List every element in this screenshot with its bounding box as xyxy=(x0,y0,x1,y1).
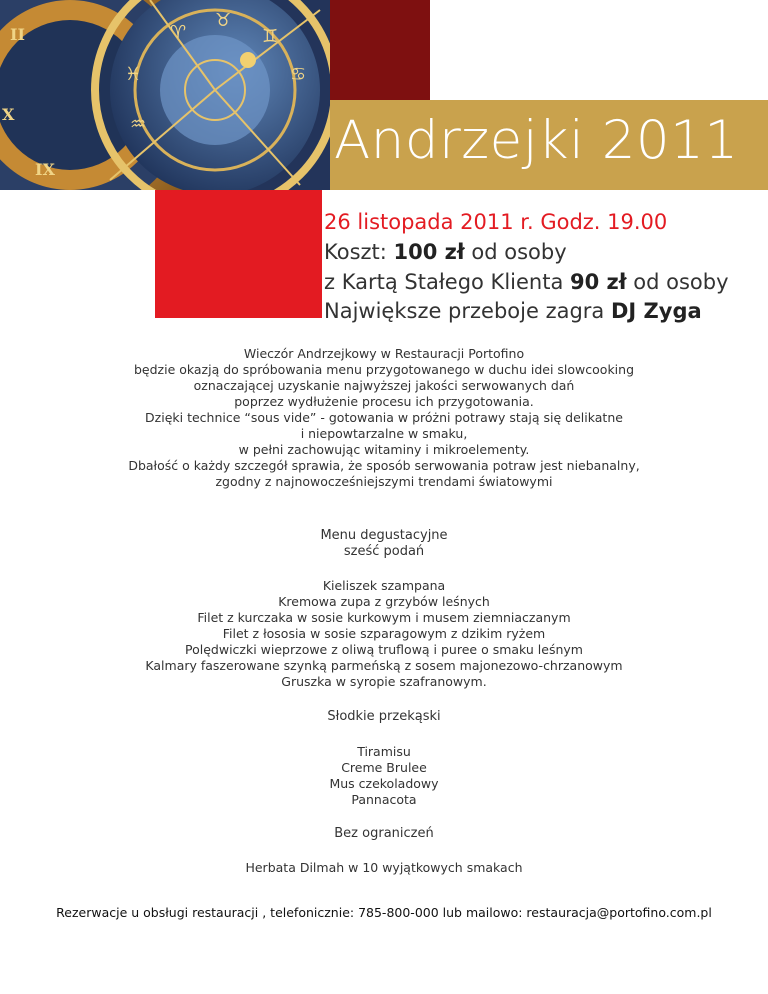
card-cost-value: 90 zł xyxy=(570,270,627,294)
unlimited-heading: Bez ograniczeń xyxy=(334,826,434,841)
menu-list xyxy=(0,578,768,690)
sweets-heading: Słodkie przekąski xyxy=(327,709,441,724)
cost-line: Koszt: 100 zł od osoby xyxy=(324,240,567,264)
tea-line: Herbata Dilmah w 10 wyjątkowych smakach xyxy=(245,860,523,875)
intro-line: i niepowtarzalne w smaku, xyxy=(300,426,468,441)
dj-name: DJ Zyga xyxy=(610,299,702,323)
menu-heading-subtitle: sześć podań xyxy=(343,544,425,559)
svg-text:♈: ♈ xyxy=(170,22,187,43)
sweet-item: Mus czekoladowy xyxy=(329,776,439,791)
sweet-item: Creme Brulee xyxy=(341,760,427,775)
svg-text:♉: ♉ xyxy=(215,10,232,31)
menu-heading-title: Menu degustacyjne xyxy=(320,528,448,543)
event-date: 26 listopada 2011 r. Godz. 19.00 xyxy=(324,210,668,234)
dj-line: Największe przeboje zagra DJ Zyga xyxy=(324,299,702,323)
intro-line: zgodny z najnowocześniejszymi trendami światowymi xyxy=(215,474,553,489)
sweet-item: Tiramisu xyxy=(357,744,411,759)
intro-line: poprzez wydłużenie procesu ich przygotowania. xyxy=(234,394,534,409)
intro-line: oznaczającej uzyskanie najwyższej jakości serwowanych dań xyxy=(193,378,575,393)
astronomical-clock-image xyxy=(0,0,330,190)
intro-line: Dbałość o każdy szczegół sprawia, że sposób serwowania potraw jest niebanalny, xyxy=(128,458,640,473)
menu-item: Polędwiczki wieprzowe z oliwą truflową i puree o smaku leśnym xyxy=(185,642,583,657)
svg-text:♋: ♋ xyxy=(290,64,307,85)
card-cost-line: z Kartą Stałego Klienta 90 zł od osoby xyxy=(324,270,729,294)
menu-item: Filet z łososia w sosie szparagowym z dzikim ryżem xyxy=(222,626,546,641)
intro-line: Dzięki technice “sous vide” - gotowania w próżni potrawy stają się delikatne xyxy=(145,410,623,425)
svg-text:II: II xyxy=(10,25,25,44)
cost-value: 100 zł xyxy=(393,240,465,264)
menu-item: Kremowa zupa z grzybów leśnych xyxy=(278,594,490,609)
menu-item: Kieliszek szampana xyxy=(322,578,446,593)
svg-text:IX: IX xyxy=(35,160,55,179)
svg-text:♊: ♊ xyxy=(262,26,279,47)
menu-item: Filet z kurczaka w sosie kurkowym i musem ziemniaczanym xyxy=(197,610,571,625)
intro-paragraph xyxy=(0,346,768,490)
menu-item: Kalmary faszerowane szynką parmeńską z sosem majonezowo-chrzanowym xyxy=(145,658,623,673)
menu-heading xyxy=(0,528,768,560)
sweets-list xyxy=(0,744,768,808)
svg-text:♒: ♒ xyxy=(130,114,147,135)
dark-red-block xyxy=(330,0,430,100)
svg-text:♓: ♓ xyxy=(125,64,142,85)
page-title: Andrzejki 2011 xyxy=(334,110,739,171)
intro-line: Wieczór Andrzejkowy w Restauracji Portofino xyxy=(243,346,525,361)
reservation-info: Rezerwacje u obsługi restauracji , telefonicznie: 785-800-000 lub mailowo: restauracja@portofino.com.pl xyxy=(56,905,712,920)
intro-line: będzie okazją do spróbowania menu przygotowanego w duchu idei slowcooking xyxy=(133,362,635,377)
intro-line: w pełni zachowując witaminy i mikroelementy. xyxy=(238,442,530,457)
red-decorative-square xyxy=(155,190,322,318)
svg-text:X: X xyxy=(2,105,15,124)
menu-item: Gruszka w syropie szafranowym. xyxy=(281,674,487,689)
sweet-item: Pannacota xyxy=(351,792,417,807)
